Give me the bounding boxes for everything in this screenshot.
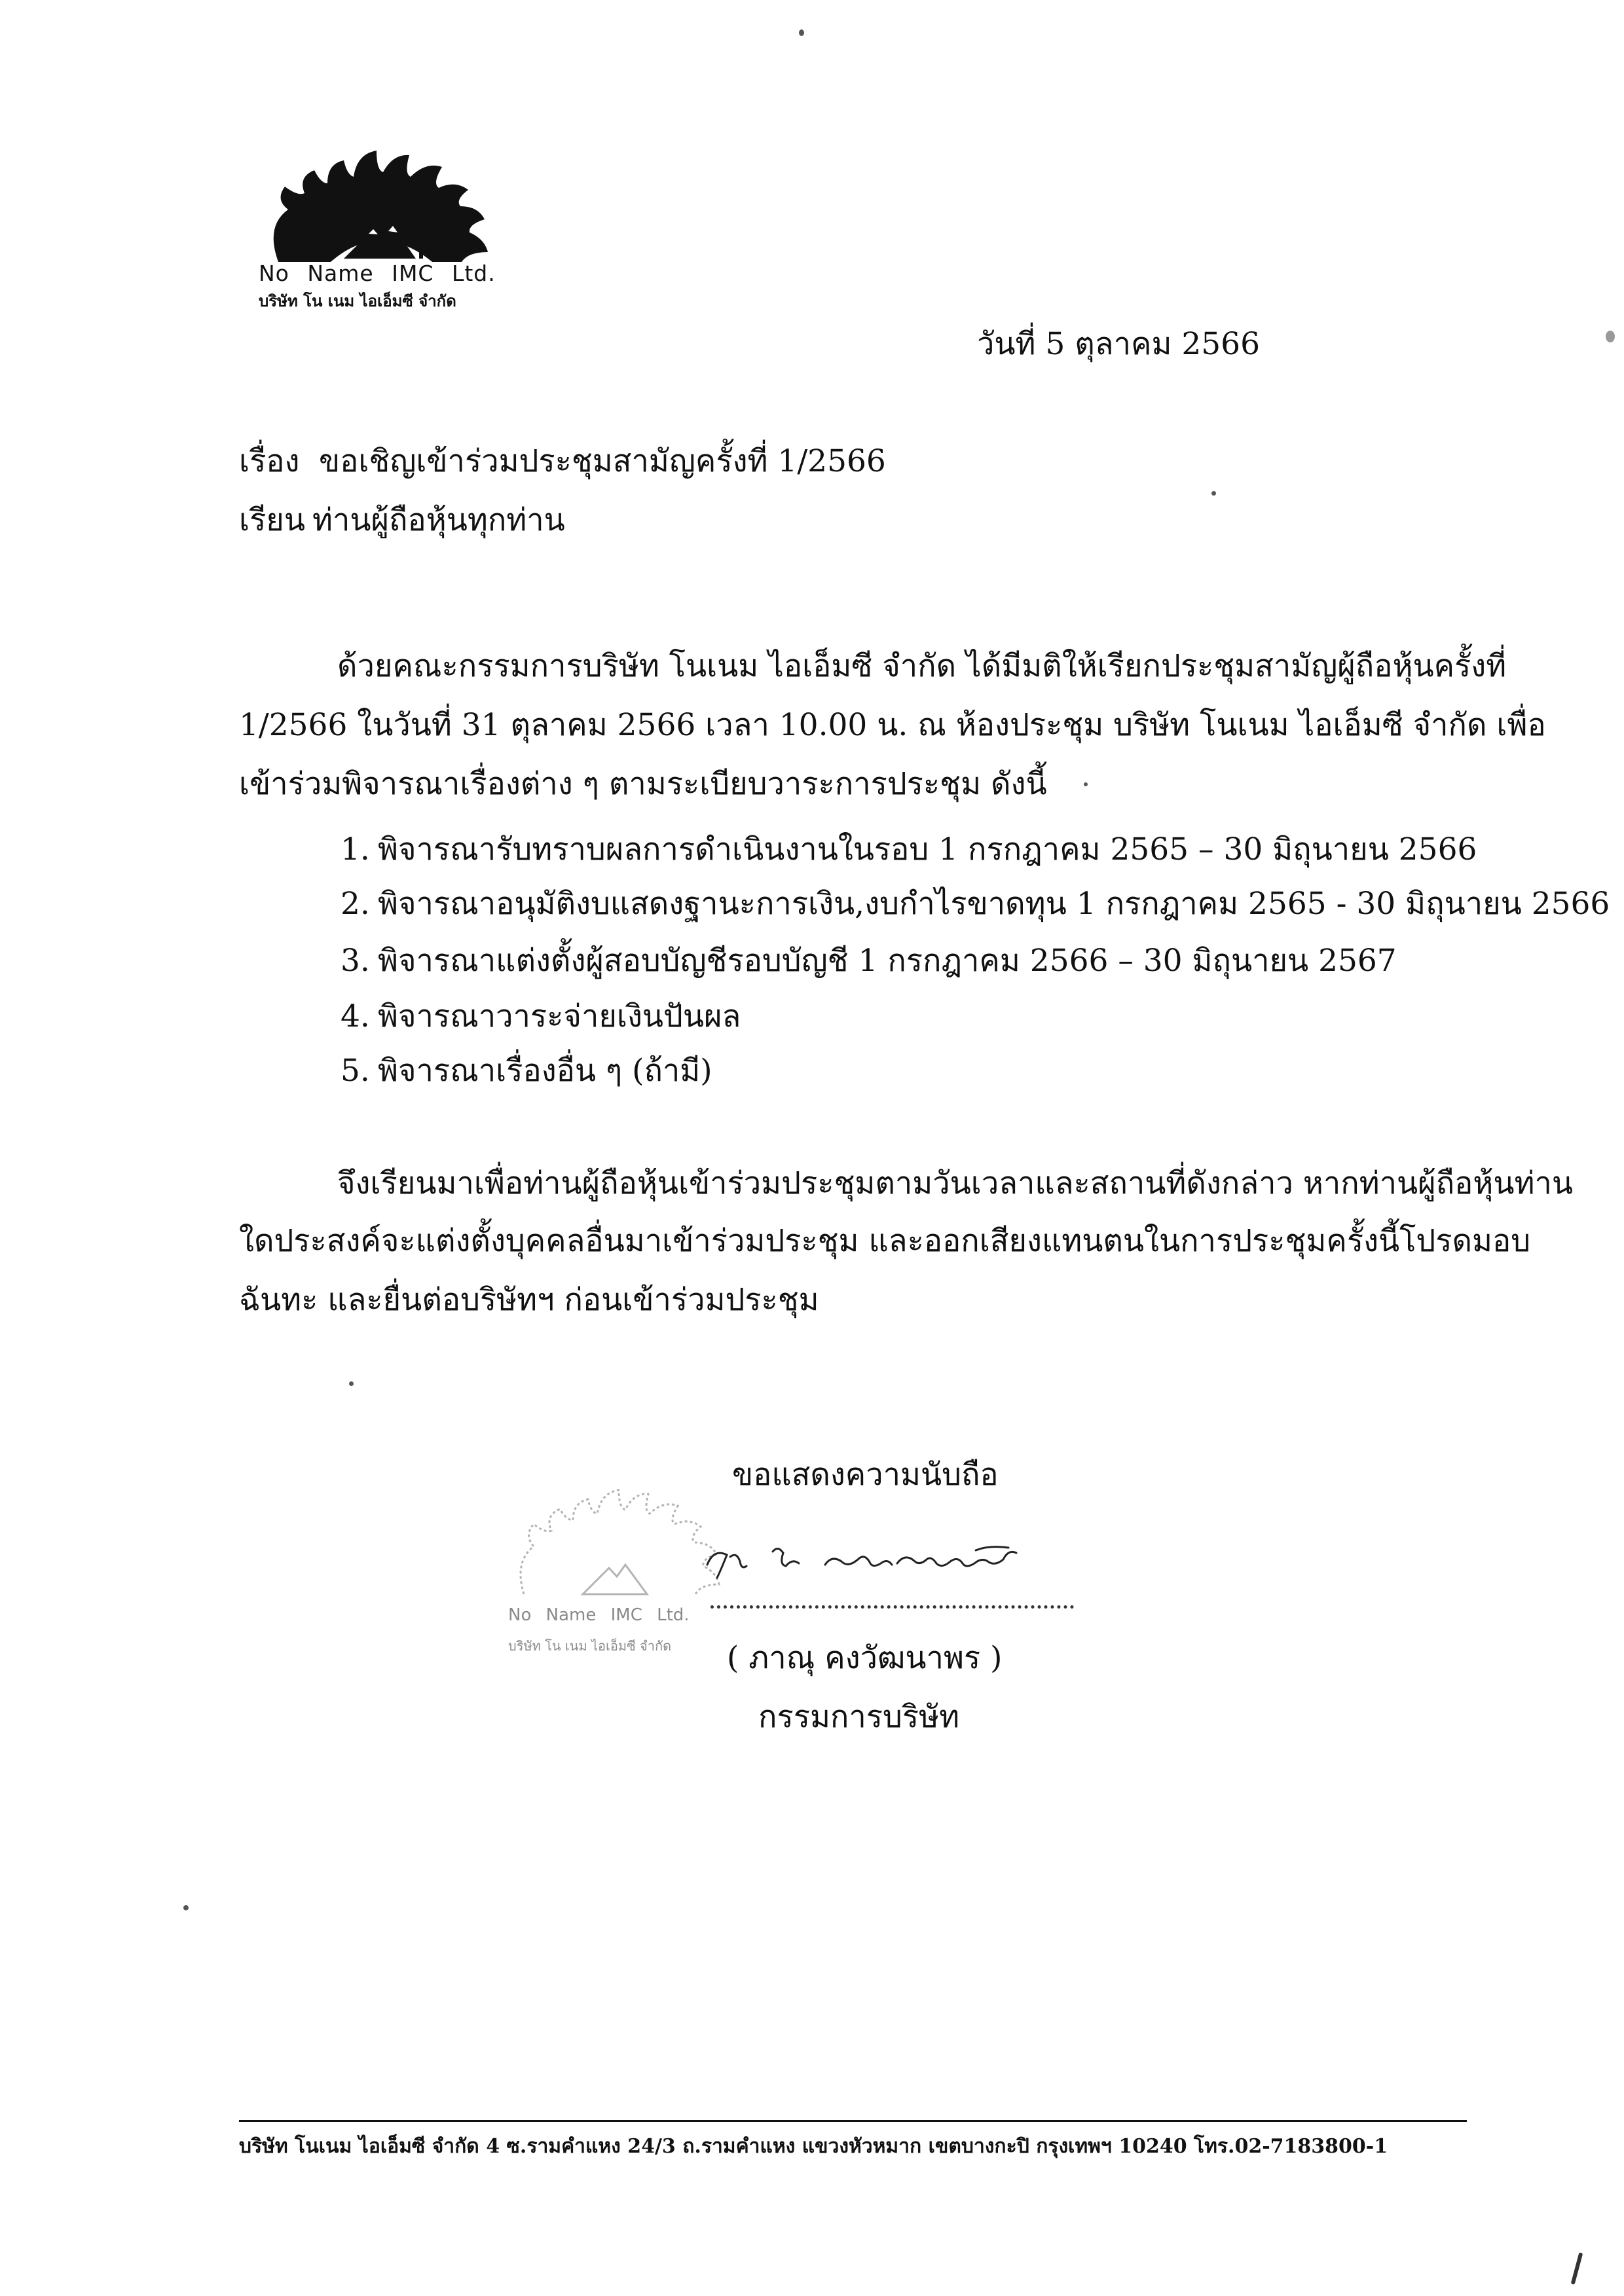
logo-company-name-th: บริษัท โน เนม ไอเอ็มซี จำกัด <box>259 292 456 310</box>
scan-speck <box>799 29 804 36</box>
stamp-company-name-th: บริษัท โน เนม ไอเอ็มซี จำกัด <box>508 1638 672 1654</box>
scan-mark <box>1571 2252 1583 2285</box>
footer-address: บริษัท โนเนม ไอเอ็มซี จำกัด 4 ซ.รามคำแหง 24/3 ถ.รามคำแหง แขวงหัวหมาก เขตบางกะปิ กรุงเทพฯ 10240 โทร.02-7183800-1 <box>239 2135 1388 2158</box>
paragraph1-line1: ด้วยคณะกรรมการบริษัท โนเนม ไอเอ็มซี จำกัด ได้มีมติให้เรียกประชุมสามัญผู้ถือหุ้นครั้งที่ <box>337 648 1507 684</box>
paragraph2-line3: ฉันทะ และยื่นต่อบริษัทฯ ก่อนเข้าร่วมประชุม <box>239 1282 819 1318</box>
scan-speck <box>1606 331 1615 342</box>
footer-divider <box>239 2120 1467 2122</box>
agenda-item-text: พิจารณาอนุมัติงบแสดงฐานะการเงิน,งบกำไรขาดทุน 1 กรกฎาคม 2565 - 30 มิถุนายน 2566 <box>378 886 1610 922</box>
paragraph1-line2: 1/2566 ในวันที่ 31 ตุลาคม 2566 เวลา 10.00 น. ณ ห้องประชุม บริษัท โนเนม ไอเอ็มซี จำกัด เพื่อ <box>239 707 1546 743</box>
scan-speck <box>1211 491 1216 496</box>
company-logo <box>252 147 507 265</box>
closing-phrase: ขอแสดงความนับถือ <box>732 1457 999 1493</box>
recipient-text: ท่านผู้ถือหุ้นทุกท่าน <box>312 502 565 538</box>
stamp-company-name-en: No Name IMC Ltd. <box>508 1605 690 1625</box>
agenda-item-text: พิจารณาวาระจ่ายเงินปันผล <box>378 998 741 1034</box>
signer-title: กรรมการบริษัท <box>758 1699 960 1735</box>
subject-text: ขอเชิญเข้าร่วมประชุมสามัญครั้งที่ 1/2566 <box>319 443 886 479</box>
agenda-item-number: 5. <box>341 1053 370 1089</box>
agenda-item-text: พิจารณารับทราบผลการดำเนินงานในรอบ 1 กรกฎาคม 2565 – 30 มิถุนายน 2566 <box>378 831 1477 867</box>
paragraph1-line3: เข้าร่วมพิจารณาเรื่องต่าง ๆ ตามระเบียบวาระการประชุม ดังนี้ <box>239 766 1047 802</box>
subject-label: เรื่อง <box>239 443 300 479</box>
agenda-item-text: พิจารณาแต่งตั้งผู้สอบบัญชีรอบบัญชี 1 กรกฎาคม 2566 – 30 มิถุนายน 2567 <box>378 943 1397 979</box>
agenda-item-text: พิจารณาเรื่องอื่น ๆ (ถ้ามี) <box>378 1053 712 1089</box>
scan-speck <box>183 1905 189 1910</box>
scan-speck <box>349 1381 354 1386</box>
letter-date: วันที่ 5 ตุลาคม 2566 <box>977 326 1260 362</box>
paragraph2-line2: ใดประสงค์จะแต่งตั้งบุคคลอื่นมาเข้าร่วมประชุม และออกเสียงแทนตนในการประชุมครั้งนี้โปรดมอบ <box>239 1223 1531 1259</box>
agenda-item-number: 4. <box>341 998 370 1034</box>
logo-company-name-en: No Name IMC Ltd. <box>259 261 496 286</box>
signer-name: ( ภาณุ คงวัฒนาพร ) <box>727 1640 1003 1676</box>
agenda-item-number: 3. <box>341 943 370 979</box>
scan-speck <box>1084 782 1088 786</box>
recipient-label: เรียน <box>239 502 305 538</box>
agenda-item-number: 2. <box>341 886 370 922</box>
company-stamp <box>504 1486 727 1597</box>
handwritten-signature <box>701 1525 1041 1591</box>
signature-line <box>710 1605 1074 1609</box>
paragraph2-line1: จึงเรียนมาเพื่อท่านผู้ถือหุ้นเข้าร่วมประชุมตามวันเวลาและสถานที่ดังกล่าว หากท่านผู้ถือหุ้นท่าน <box>337 1165 1574 1201</box>
agenda-item-number: 1. <box>341 831 370 867</box>
